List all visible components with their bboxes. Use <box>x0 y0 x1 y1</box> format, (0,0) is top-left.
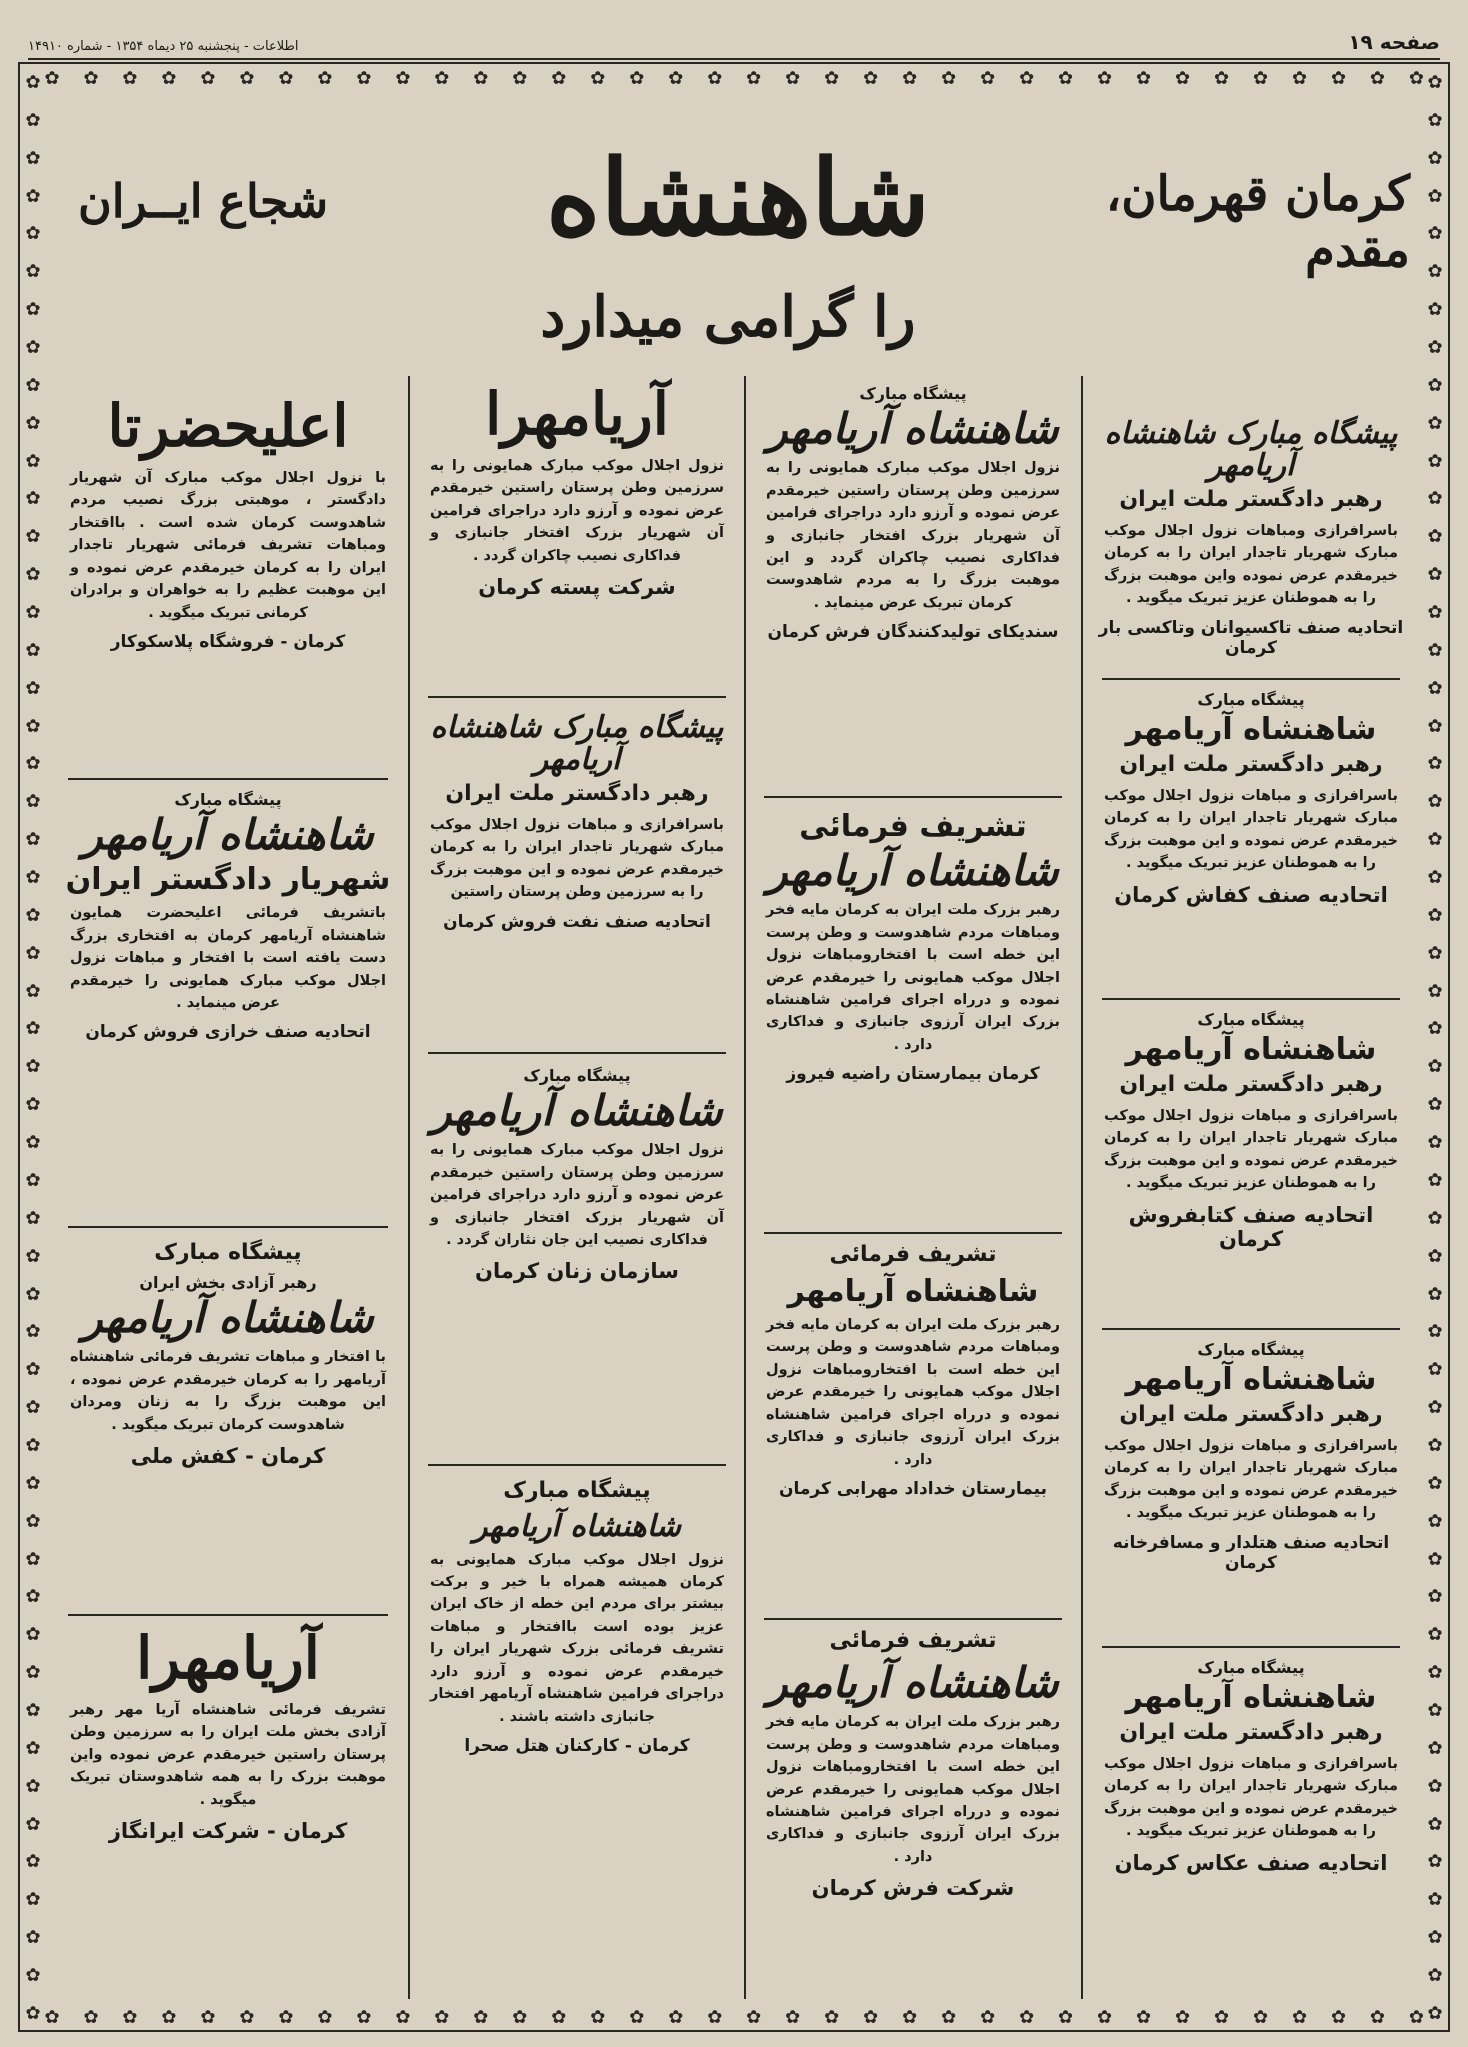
flower-ornament-icon: ✿ <box>25 109 41 131</box>
flower-ornament-icon: ✿ <box>1427 261 1443 283</box>
flower-ornament-icon: ✿ <box>25 1472 41 1494</box>
flower-ornament-icon: ✿ <box>1427 526 1443 548</box>
flower-ornament-icon: ✿ <box>1330 68 1347 89</box>
flower-ornament-icon: ✿ <box>25 1737 41 1759</box>
flower-ornament-icon: ✿ <box>1427 1472 1443 1494</box>
flower-ornament-icon: ✿ <box>25 867 41 889</box>
flower-ornament-icon: ✿ <box>317 68 333 89</box>
flower-ornament-icon: ✿ <box>25 72 41 93</box>
ad-divider <box>68 1614 388 1616</box>
flower-ornament-icon: ✿ <box>1213 2007 1230 2028</box>
flower-ornament-icon: ✿ <box>1427 639 1443 661</box>
ad-title: شاهنشاه آریامهر <box>1125 1680 1377 1715</box>
column-1 <box>1092 376 1410 1999</box>
flower-ornament-icon: ✿ <box>25 185 41 207</box>
flower-ornament-icon: ✿ <box>785 68 801 89</box>
flower-ornament-icon: ✿ <box>25 1094 41 1116</box>
ad-title: شاهنشاه آریامهر <box>767 404 1059 453</box>
ad-kicker: پیشگاه مبارک <box>1197 1010 1305 1029</box>
flower-ornament-icon: ✿ <box>25 1662 41 1684</box>
ad-subtitle: رهبر دادگستر ملت ایران <box>1119 752 1383 777</box>
flower-ornament-icon: ✿ <box>1427 1624 1443 1646</box>
flower-ornament-icon: ✿ <box>1427 185 1443 207</box>
flower-ornament-icon: ✿ <box>25 715 41 737</box>
flower-ornament-icon: ✿ <box>1427 337 1443 359</box>
flower-ornament-icon: ✿ <box>25 1586 41 1608</box>
flower-ornament-icon: ✿ <box>434 68 450 89</box>
ad-title: شاهنشاه آریامهر <box>82 810 374 859</box>
flower-ornament-icon: ✿ <box>25 980 41 1002</box>
flower-ornament-icon: ✿ <box>1427 677 1443 699</box>
flower-ornament-icon: ✿ <box>1427 1018 1443 1040</box>
flower-ornament-icon: ✿ <box>512 2007 528 2028</box>
flower-ornament-icon: ✿ <box>25 1132 41 1154</box>
flower-ornament-icon: ✿ <box>746 2007 762 2028</box>
flower-ornament-icon: ✿ <box>1427 602 1443 624</box>
ad-subtitle: رهبر دادگستر ملت ایران <box>1119 1720 1383 1745</box>
flower-ornament-icon: ✿ <box>122 68 138 89</box>
flower-ornament-icon: ✿ <box>1427 942 1443 964</box>
ad-block <box>62 392 394 653</box>
ad-block <box>422 710 732 932</box>
flower-ornament-icon: ✿ <box>25 337 41 359</box>
flower-ornament-icon: ✿ <box>25 299 41 321</box>
flower-ornament-icon: ✿ <box>25 829 41 851</box>
flower-ornament-icon: ✿ <box>1427 829 1443 851</box>
ad-title: شاهنشاه آریامهر <box>1125 1362 1377 1397</box>
flower-ornament-icon: ✿ <box>356 68 372 89</box>
flower-ornament-icon: ✿ <box>25 526 41 548</box>
ad-body: رهبر بزرک ملت ایران به کرمان مایه فخر ومباهات مردم شاهدوست و وطن پرست این خطه است با افتخارومباهات نزول اجلال موکب همایونی را خیرمقدم عرض نموده و درراه اجرای فرامین شاهنشاه بزرک ایران آرزوی جانبازی و فداکاری دارد . <box>766 902 1060 1053</box>
flower-ornament-icon: ✿ <box>941 2007 957 2028</box>
ad-signature: اتحادیه صنف هتلدار و مسافرخانه کرمان <box>1112 1532 1390 1573</box>
flower-ornament-icon: ✿ <box>473 2007 489 2028</box>
ad-block <box>1096 690 1406 907</box>
headline-banner <box>58 96 1410 386</box>
ad-block <box>758 808 1068 1084</box>
flower-ornament-icon: ✿ <box>25 1889 41 1911</box>
ad-divider <box>428 1052 726 1054</box>
flower-ornament-icon: ✿ <box>1427 147 1443 169</box>
ad-body: باسرافرازی و مباهات نزول اجلال موکب مبارک شهریار تاجدار ایران را به کرمان خیرمقدم عرض نموده و این موهبت بزرگ را به هموطنان عزیز تبریک میگوید . <box>1104 1756 1398 1840</box>
flower-ornament-icon: ✿ <box>434 2007 450 2028</box>
flower-ornament-icon: ✿ <box>25 791 41 813</box>
flower-ornament-icon: ✿ <box>902 2007 918 2028</box>
ad-signature: کرمان - شرکت ایرانگاز <box>108 1819 348 1844</box>
ad-divider <box>1102 1328 1400 1330</box>
flower-ornament-icon: ✿ <box>317 2007 333 2028</box>
ad-kicker: تشریف فرمائی <box>829 1628 997 1653</box>
ad-columns <box>58 376 1410 1999</box>
flower-ornament-icon: ✿ <box>1252 68 1269 89</box>
flower-ornament-icon: ✿ <box>590 2007 606 2028</box>
headline-main: شاهنشاه <box>545 136 930 259</box>
ad-body: باسرافرازی و مباهات نزول اجلال موکب مبارک شهریار تاجدار ایران را به کرمان خیرمقدم عرض نموده و این موهبت بزرگ را به هموطنان عزیز تبریک میگوید . <box>1104 1108 1398 1192</box>
flower-ornament-icon: ✿ <box>1427 1927 1443 1949</box>
flower-ornament-icon: ✿ <box>1427 374 1443 396</box>
ad-divider <box>1102 998 1400 1000</box>
column-rule <box>1081 376 1083 1999</box>
flower-ornament-icon: ✿ <box>1427 1207 1443 1229</box>
flower-ornament-icon: ✿ <box>25 1851 41 1873</box>
flower-ornament-icon: ✿ <box>395 68 411 89</box>
ad-title: شاهنشاه آریامهر <box>1125 712 1377 747</box>
page-content <box>58 96 1410 1999</box>
flower-ornament-icon: ✿ <box>1252 2007 1269 2028</box>
ad-subtitle: شهریار دادگستر ایران <box>65 862 391 898</box>
flower-ornament-icon: ✿ <box>1427 412 1443 434</box>
ornament-border-right <box>1424 74 1446 2023</box>
ad-title: آریامهرا <box>136 1624 320 1692</box>
flower-ornament-icon: ✿ <box>1427 1283 1443 1305</box>
column-4 <box>58 376 398 1999</box>
flower-ornament-icon: ✿ <box>1427 1510 1443 1532</box>
flower-ornament-icon: ✿ <box>941 68 957 89</box>
flower-ornament-icon: ✿ <box>1427 1775 1443 1797</box>
headline-left: شجاع ایــران <box>78 174 329 228</box>
ad-block <box>758 384 1068 642</box>
column-2 <box>754 376 1072 1999</box>
ad-signature: اتحادیه صنف تاکسیوانان وتاکسی بار کرمان <box>1098 617 1404 658</box>
flower-ornament-icon: ✿ <box>1427 223 1443 245</box>
ad-block <box>62 1624 394 1844</box>
ad-block <box>758 1240 1068 1499</box>
flower-ornament-icon: ✿ <box>278 2007 294 2028</box>
flower-ornament-icon: ✿ <box>25 753 41 775</box>
flower-ornament-icon: ✿ <box>25 1699 41 1721</box>
ad-body: تشریف فرمائی شاهنشاه آریا مهر رهبر آزادی بخش ملت ایران را به سرزمین وطن پرستان راستین خیرمقدم عرض نموده واین موهبت بزرک را به همه شاهدوستان تبریک میگوید . <box>70 1701 386 1808</box>
headline-right: کرمان قهرمان، مقدم <box>1105 166 1410 278</box>
ad-signature: اتحادیه صنف عکاس کرمان <box>1114 1850 1388 1875</box>
flower-ornament-icon: ✿ <box>707 68 723 89</box>
flower-ornament-icon: ✿ <box>25 904 41 926</box>
ad-body: رهبر بزرک ملت ایران به کرمان مایه فخر ومباهات مردم شاهدوست و وطن پرست این خطه است با افتخارومباهات نزول اجلال موکب همایونی را خیرمقدم عرض نموده و درراه اجرای فرامین شاهنشاه بزرک ایران آرزوی جانبازی و فداکاری دارد . <box>766 1714 1060 1865</box>
flower-ornament-icon: ✿ <box>1427 1434 1443 1456</box>
flower-ornament-icon: ✿ <box>1291 68 1308 89</box>
flower-ornament-icon: ✿ <box>1427 299 1443 321</box>
flower-ornament-icon: ✿ <box>25 261 41 283</box>
ad-title: شاهنشاه آریامهر <box>431 1086 723 1135</box>
flower-ornament-icon: ✿ <box>1427 753 1443 775</box>
column-rule <box>408 376 410 1999</box>
ad-block <box>422 380 732 600</box>
ad-block <box>1096 1010 1406 1251</box>
ad-body: نزول اجلال موکب مبارک همایونی به کرمان همیشه همراه با خیر و برکت بیشتر برای مردم این خطه از خاک ایران عزیز بوده است باافتخار و مباهات تشریف فرمائی بزرک شهریار ایران را خیرمقدم عرض نموده و آرزو دارد دراجرای فرامین شاهنشاه آریامهر افتخار جانبازی داشته باشند . <box>430 1551 724 1725</box>
flower-ornament-icon: ✿ <box>25 374 41 396</box>
ornament-border-bottom <box>44 2007 1424 2029</box>
ad-divider <box>428 1464 726 1466</box>
ad-kicker: پیشگاه مبارک شاهنشاه آریامهر <box>1104 416 1398 483</box>
ad-signature: بیمارستان خداداد مهرابی کرمان <box>779 1479 1047 1500</box>
flower-ornament-icon: ✿ <box>122 2007 138 2028</box>
flower-ornament-icon: ✿ <box>1136 2007 1152 2028</box>
flower-ornament-icon: ✿ <box>161 68 177 89</box>
flower-ornament-icon: ✿ <box>1427 904 1443 926</box>
ad-title: شاهنشاه آریامهر <box>82 1293 374 1342</box>
ad-subtitle: رهبر دادگستر ملت ایران <box>1119 1072 1383 1097</box>
flower-ornament-icon: ✿ <box>1427 1094 1443 1116</box>
ad-kicker: پیشگاه مبارک <box>1197 1658 1305 1677</box>
ad-title: شاهنشاه آریامهر <box>787 1274 1039 1309</box>
flower-ornament-icon: ✿ <box>25 1056 41 1078</box>
flower-ornament-icon: ✿ <box>395 2007 411 2028</box>
flower-ornament-icon: ✿ <box>1427 980 1443 1002</box>
ad-title: رهبر دادگستر ملت ایران <box>445 781 709 806</box>
ad-signature: اتحادیه صنف کفاش کرمان <box>1114 882 1388 907</box>
ad-body: با افتخار و مباهات تشریف فرمائی شاهنشاه آریامهر را به کرمان خیرمقدم عرض نموده ، این موهبت بزرگ را به زنان ومردان شاهدوست کرمان تبریک میگوید . <box>70 1349 386 1433</box>
flower-ornament-icon: ✿ <box>1427 1662 1443 1684</box>
flower-ornament-icon: ✿ <box>25 1434 41 1456</box>
ad-body: باسرافرازی ومباهات نزول اجلال موکب مبارک شهریار تاجدار ایران را به کرمان خیرمقدم عرض نموده واین موهبت بزرگ را به هموطنان عزیز تبریک میگوید . <box>1104 523 1398 607</box>
flower-ornament-icon: ✿ <box>239 2007 255 2028</box>
ad-signature: کرمان بیمارستان راضیه فیروز <box>786 1064 1040 1085</box>
ad-body: نزول اجلال موکب مبارک همایونی را به سرزمین وطن پرستان راستین خیرمقدم عرض نموده و آرزو دارد دراجرای فرامین آن شهریار بزرک افتخار جانبازی و فداکاری نصیب این جان نثاران گردد . <box>430 1142 724 1248</box>
flower-ornament-icon: ✿ <box>44 68 60 89</box>
flower-ornament-icon: ✿ <box>668 2007 684 2028</box>
flower-ornament-icon: ✿ <box>473 68 489 89</box>
ad-block <box>758 1626 1068 1900</box>
flower-ornament-icon: ✿ <box>863 2007 879 2028</box>
ad-body: باسرافرازی و مباهات نزول اجلال موکب مبارک شهریار تاجدار ایران را به کرمان خیرمقدم عرض نموده و این موهبت بزرگ را به هموطنان عزیز تبریک میگوید . <box>1104 1438 1398 1522</box>
flower-ornament-icon: ✿ <box>1427 1321 1443 1343</box>
flower-ornament-icon: ✿ <box>1097 68 1113 89</box>
ad-signature: کرمان - فروشگاه پلاسکوکار <box>110 632 346 653</box>
ad-block <box>422 1476 732 1756</box>
ad-kicker: پیشگاه مبارک <box>523 1066 631 1085</box>
flower-ornament-icon: ✿ <box>83 68 99 89</box>
flower-ornament-icon: ✿ <box>161 2007 177 2028</box>
flower-ornament-icon: ✿ <box>25 223 41 245</box>
flower-ornament-icon: ✿ <box>1427 1699 1443 1721</box>
issue-line: اطلاعات - پنجشنبه ۲۵ دیماه ۱۳۵۴ - شماره ۱۴۹۱۰ <box>28 39 299 54</box>
flower-ornament-icon: ✿ <box>746 68 762 89</box>
ad-block <box>1096 416 1406 658</box>
flower-ornament-icon: ✿ <box>1427 1359 1443 1381</box>
ad-kicker: تشریف فرمائی <box>799 809 1027 844</box>
flower-ornament-icon: ✿ <box>25 1169 41 1191</box>
flower-ornament-icon: ✿ <box>25 1321 41 1343</box>
ad-block <box>62 1238 394 1468</box>
flower-ornament-icon: ✿ <box>25 1283 41 1305</box>
flower-ornament-icon: ✿ <box>1291 2007 1308 2028</box>
flower-ornament-icon: ✿ <box>1427 488 1443 510</box>
ornament-border-top <box>44 68 1424 90</box>
ad-divider <box>764 1232 1062 1234</box>
flower-ornament-icon: ✿ <box>1427 1737 1443 1759</box>
flower-ornament-icon: ✿ <box>25 1245 41 1267</box>
ad-body: با نزول اجلال موکب مبارک آن شهریار دادگستر ، موهبتی بزرگ نصیب مردم شاهدوست کرمان شده است . بااقتخار ومباهات تشریف فرمائی شهریار تاجدار ایران را به کرمان خیرمقدم عرض نموده و این موهبت عظیم را به خواهران و برادران کرمانی تبریک میگوید . <box>70 469 386 621</box>
ad-kicker: پیشگاه مبارک <box>503 1478 651 1503</box>
flower-ornament-icon: ✿ <box>1427 791 1443 813</box>
flower-ornament-icon: ✿ <box>1427 2002 1443 2024</box>
flower-ornament-icon: ✿ <box>1427 1964 1443 1986</box>
ad-divider <box>1102 1646 1400 1648</box>
flower-ornament-icon: ✿ <box>1427 450 1443 472</box>
flower-ornament-icon: ✿ <box>1408 68 1424 89</box>
ornament-border-left <box>22 74 44 2023</box>
ad-kicker: پیشگاه مبارک <box>1197 1340 1305 1359</box>
flower-ornament-icon: ✿ <box>1097 2007 1113 2028</box>
flower-ornament-icon: ✿ <box>239 68 255 89</box>
flower-ornament-icon: ✿ <box>25 412 41 434</box>
ad-kicker: پیشگاه مبارک شاهنشاه آریامهر <box>430 710 724 777</box>
flower-ornament-icon: ✿ <box>83 2007 99 2028</box>
flower-ornament-icon: ✿ <box>1427 564 1443 586</box>
flower-ornament-icon: ✿ <box>512 68 528 89</box>
flower-ornament-icon: ✿ <box>1427 1586 1443 1608</box>
ad-signature: شرکت فرش کرمان <box>811 1876 1015 1901</box>
flower-ornament-icon: ✿ <box>1369 68 1386 89</box>
flower-ornament-icon: ✿ <box>629 68 645 89</box>
ad-divider <box>68 1226 388 1228</box>
ad-body: رهبر بزرک ملت ایران به کرمان مایه فخر ومباهات مردم شاهدوست و وطن پرست این خطه است با افتخارومباهات نزول اجلال موکب همایونی را خیرمقدم عرض نموده و درراه اجرای فرامین شاهنشاه بزرک ایران آرزوی جانبازی و فداکاری دارد . <box>766 1317 1060 1468</box>
ad-title: شاهنشاه آریامهر <box>767 1658 1059 1707</box>
flower-ornament-icon: ✿ <box>1427 109 1443 131</box>
ad-divider <box>428 696 726 698</box>
flower-ornament-icon: ✿ <box>707 2007 723 2028</box>
ad-body: باسرافرازی و مباهات نزول اجلال موکب مبارک شهریار تاجدار ایران را به کرمان خیرمقدم عرض نموده و این موهبت بزرگ را به سرزمین وطن پرستان راستین <box>430 817 724 901</box>
ad-signature: سازمان زنان کرمان <box>475 1259 679 1284</box>
flower-ornament-icon: ✿ <box>980 68 996 89</box>
flower-ornament-icon: ✿ <box>785 2007 801 2028</box>
flower-ornament-icon: ✿ <box>25 1510 41 1532</box>
flower-ornament-icon: ✿ <box>44 2007 60 2028</box>
flower-ornament-icon: ✿ <box>1019 2007 1035 2028</box>
ad-signature: شرکت پسته کرمان <box>478 575 676 600</box>
column-rule <box>744 376 746 1999</box>
flower-ornament-icon: ✿ <box>1427 1548 1443 1570</box>
flower-ornament-icon: ✿ <box>1369 2007 1386 2028</box>
flower-ornament-icon: ✿ <box>25 1964 41 1986</box>
flower-ornament-icon: ✿ <box>25 564 41 586</box>
page-number: صفحه ۱۹ <box>1348 30 1440 54</box>
ad-body: نزول اجلال موکب مبارک همایونی را به سرزمین وطن پرستان راستین خیرمقدم عرض نموده و آرزو دارد دراجرای فرامین آن شهریار بزرک افتخار جانبازی و فداکاری نصیب چاکران گردد و این موهبت بزرگ را به مردم شاهدوست کرمان تبریک عرض مینماید . <box>766 460 1060 611</box>
ad-kicker: پیشگاه مبارک <box>174 790 282 809</box>
flower-ornament-icon: ✿ <box>1427 1813 1443 1835</box>
flower-ornament-icon: ✿ <box>1019 68 1035 89</box>
flower-ornament-icon: ✿ <box>980 2007 996 2028</box>
ad-title: شاهنشاه آریامهر <box>1125 1032 1377 1067</box>
flower-ornament-icon: ✿ <box>1213 68 1230 89</box>
ad-kicker: پیشگاه مبارک <box>1197 690 1305 709</box>
flower-ornament-icon: ✿ <box>25 1548 41 1570</box>
flower-ornament-icon: ✿ <box>1427 1851 1443 1873</box>
ad-signature: اتحادیه صنف خرازی فروش کرمان <box>85 1022 371 1043</box>
ad-subtitle: رهبر آزادی بخش ایران <box>139 1273 317 1292</box>
ad-title: رهبر دادگستر ملت ایران <box>1119 487 1383 512</box>
ad-signature: اتحادیه صنف کتابفروش کرمان <box>1128 1202 1374 1251</box>
flower-ornament-icon: ✿ <box>25 1207 41 1229</box>
flower-ornament-icon: ✿ <box>278 68 294 89</box>
ad-title: اعلیحضرتا <box>107 392 349 460</box>
flower-ornament-icon: ✿ <box>25 1397 41 1419</box>
ad-subtitle: رهبر دادگستر ملت ایران <box>1119 1402 1383 1427</box>
ad-divider <box>764 796 1062 798</box>
flower-ornament-icon: ✿ <box>824 2007 840 2028</box>
flower-ornament-icon: ✿ <box>863 68 879 89</box>
flower-ornament-icon: ✿ <box>1175 68 1191 89</box>
column-3 <box>418 376 736 1999</box>
ad-kicker: تشریف فرمائی <box>829 1242 997 1267</box>
flower-ornament-icon: ✿ <box>902 68 918 89</box>
flower-ornament-icon: ✿ <box>25 1018 41 1040</box>
ad-title: آریامهرا <box>485 380 669 448</box>
flower-ornament-icon: ✿ <box>25 1813 41 1835</box>
flower-ornament-icon: ✿ <box>551 68 567 89</box>
headline-subtitle: را گرامی میدارد <box>540 284 916 350</box>
ad-block <box>1096 1340 1406 1573</box>
ad-divider <box>1102 678 1400 680</box>
flower-ornament-icon: ✿ <box>25 1927 41 1949</box>
flower-ornament-icon: ✿ <box>1427 1889 1443 1911</box>
flower-ornament-icon: ✿ <box>1427 1397 1443 1419</box>
flower-ornament-icon: ✿ <box>1427 867 1443 889</box>
ad-kicker: پیشگاه مبارک <box>154 1240 302 1265</box>
ad-body: نزول اجلال موکب مبارک همایونی را به سرزمین وطن پرستان راستین خیرمقدم عرض نموده و آرزو دارد دراجرای فرامین آن شهریار بزرک افتخار جانبازی و فداکاری نصیب چاکران گردد . <box>430 457 724 564</box>
flower-ornament-icon: ✿ <box>25 677 41 699</box>
ad-kicker: پیشگاه مبارک <box>859 384 967 403</box>
flower-ornament-icon: ✿ <box>1427 1245 1443 1267</box>
ad-divider <box>764 1618 1062 1620</box>
ad-block <box>62 790 394 1042</box>
flower-ornament-icon: ✿ <box>25 1775 41 1797</box>
ad-signature: کرمان - کفش ملی <box>130 1443 326 1468</box>
flower-ornament-icon: ✿ <box>25 639 41 661</box>
flower-ornament-icon: ✿ <box>1427 1132 1443 1154</box>
flower-ornament-icon: ✿ <box>356 2007 372 2028</box>
flower-ornament-icon: ✿ <box>25 488 41 510</box>
page-header-strip <box>28 28 1440 60</box>
flower-ornament-icon: ✿ <box>668 68 684 89</box>
flower-ornament-icon: ✿ <box>551 2007 567 2028</box>
flower-ornament-icon: ✿ <box>25 1624 41 1646</box>
ad-body: باتشریف فرمائی اعلیحضرت همایون شاهنشاه آریامهر کرمان به افتخاری بزرگ دست یافته است با افتخار و مباهات نزول اجلال موکب مبارک همایونی را خیرمقدم عرض مینماید . <box>70 905 386 1011</box>
flower-ornament-icon: ✿ <box>200 2007 216 2028</box>
ad-divider <box>68 778 388 780</box>
flower-ornament-icon: ✿ <box>824 68 840 89</box>
flower-ornament-icon: ✿ <box>1427 1056 1443 1078</box>
flower-ornament-icon: ✿ <box>1175 2007 1191 2028</box>
ad-signature: سندیکای تولیدکنندگان فرش کرمان <box>767 622 1059 643</box>
ad-signature: اتحادیه صنف نفت فروش کرمان <box>443 911 711 932</box>
flower-ornament-icon: ✿ <box>590 68 606 89</box>
flower-ornament-icon: ✿ <box>25 450 41 472</box>
flower-ornament-icon: ✿ <box>1427 72 1443 93</box>
flower-ornament-icon: ✿ <box>25 2002 41 2024</box>
flower-ornament-icon: ✿ <box>1058 68 1074 89</box>
flower-ornament-icon: ✿ <box>25 942 41 964</box>
flower-ornament-icon: ✿ <box>25 147 41 169</box>
flower-ornament-icon: ✿ <box>1408 2007 1424 2028</box>
flower-ornament-icon: ✿ <box>1427 715 1443 737</box>
ad-block <box>1096 1658 1406 1875</box>
flower-ornament-icon: ✿ <box>1330 2007 1347 2028</box>
flower-ornament-icon: ✿ <box>629 2007 645 2028</box>
flower-ornament-icon: ✿ <box>25 1359 41 1381</box>
ad-title: شاهنشاه آریامهر <box>473 1509 681 1544</box>
ad-body: باسرافرازی و مباهات نزول اجلال موکب مبارک شهریار تاجدار ایران را به کرمان خیرمقدم عرض نموده و این موهبت بزرگ را به هموطنان عزیز تبریک میگوید . <box>1104 788 1398 872</box>
flower-ornament-icon: ✿ <box>200 68 216 89</box>
flower-ornament-icon: ✿ <box>25 602 41 624</box>
flower-ornament-icon: ✿ <box>1136 68 1152 89</box>
ad-block <box>422 1066 732 1283</box>
flower-ornament-icon: ✿ <box>1427 1169 1443 1191</box>
ad-signature: کرمان - کارکنان هتل صحرا <box>464 1736 690 1757</box>
ad-title: شاهنشاه آریامهر <box>767 846 1059 895</box>
flower-ornament-icon: ✿ <box>1058 2007 1074 2028</box>
